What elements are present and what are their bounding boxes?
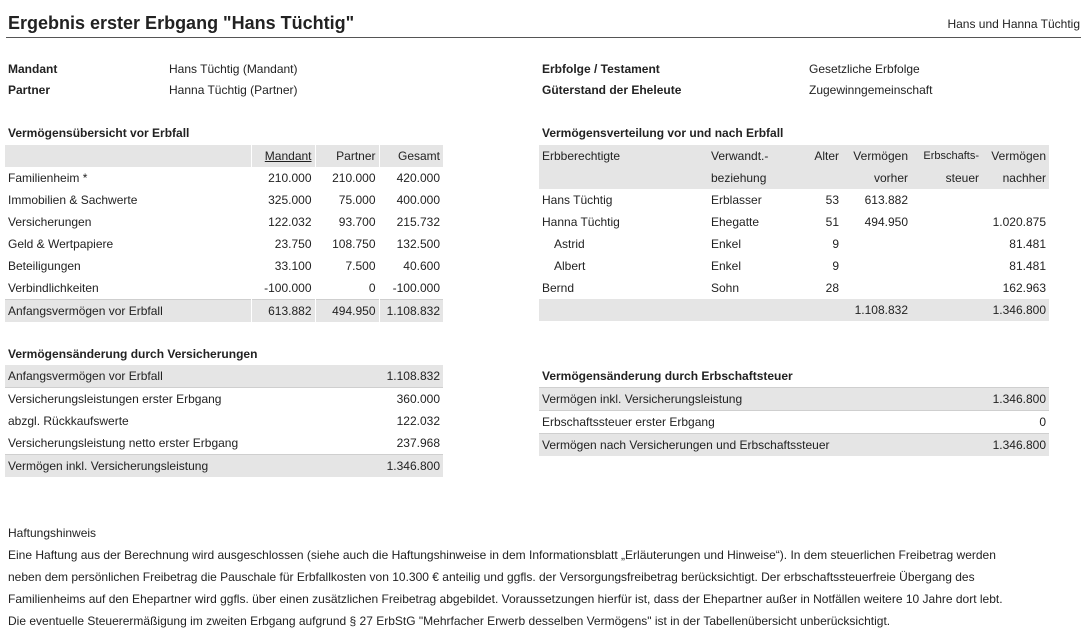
table-row [5, 277, 443, 300]
total-vorher: 1.108.832 [842, 299, 911, 321]
heir-relation: Enkel [711, 237, 742, 251]
table-row [539, 189, 1049, 211]
page-title: Ergebnis erster Erbgang "Hans Tüchtig" [8, 13, 355, 33]
row-partner: 108.750 [315, 233, 379, 255]
heir-relation: Erblasser [711, 193, 762, 207]
row-partner: 75.000 [315, 189, 379, 211]
mandant-value: Hans Tüchtig (Mandant) [169, 62, 298, 76]
table-row [5, 211, 443, 233]
heir-name: Albert [554, 259, 586, 273]
table-header-row [539, 145, 1049, 167]
partner-value: Hanna Tüchtig (Partner) [169, 83, 298, 97]
heir-assets-before: 494.950 [864, 215, 908, 229]
column-header-erbschaftsteuer: Erbschafts- [911, 145, 982, 167]
table-row [539, 211, 1049, 233]
row-label: Immobilien & Sachwerte [5, 189, 251, 211]
heir-assets-before: 613.882 [864, 193, 908, 207]
heir-age: 51 [825, 215, 839, 229]
table-row [5, 167, 443, 189]
row-mandant: 33.100 [251, 255, 315, 277]
row-label: Versicherungsleistungen erster Erbgang [8, 392, 222, 406]
heir-age: 28 [825, 281, 839, 295]
erbfolge-value: Gesetzliche Erbfolge [809, 62, 920, 76]
row-label: Vermögen nach Versicherungen und Erbschaftssteuer [539, 434, 939, 457]
column-header-verwandtschaft: Verwandt.- [708, 145, 792, 167]
row-label: Geld & Wertpapiere [5, 233, 251, 255]
row-label: Vermögen inkl. Versicherungsleistung [5, 455, 325, 478]
erbfolge-label: Erbfolge / Testament [542, 62, 660, 76]
row-mandant: -100.000 [251, 277, 315, 300]
heir-tax [911, 233, 982, 255]
row-value: 1.346.800 [939, 388, 1049, 411]
heir-assets-after [982, 189, 1049, 211]
liability-notice [8, 522, 1008, 632]
asset-distribution-table [539, 145, 1049, 321]
total-label: Anfangsvermögen vor Erbfall [5, 300, 251, 323]
row-gesamt: 420.000 [396, 171, 440, 185]
row-mandant: 23.750 [251, 233, 315, 255]
heir-assets-before [842, 277, 911, 299]
asset-overview-title: Vermögensübersicht vor Erbfall [8, 126, 190, 140]
row-label: Beteiligungen [5, 255, 251, 277]
table-row [539, 255, 1049, 277]
heir-relation: Ehegatte [711, 215, 760, 229]
row-gesamt: 132.500 [396, 237, 440, 251]
column-header-erbberechtigte: Erbberechtigte [539, 145, 708, 167]
table-row [539, 434, 1049, 457]
row-gesamt: -100.000 [392, 281, 440, 295]
inheritance-info [542, 62, 1042, 106]
insurance-change-table [5, 365, 443, 477]
total-partner: 494.950 [315, 300, 379, 323]
total-nachher: 1.346.800 [982, 299, 1049, 321]
heir-relation: Enkel [711, 259, 742, 273]
row-gesamt: 215.732 [396, 215, 440, 229]
asset-distribution-title: Vermögensverteilung vor und nach Erbfall [542, 126, 784, 140]
heir-assets-after: 81.481 [1009, 259, 1046, 273]
column-header-steuer-2: steuer [911, 167, 982, 189]
table-row [5, 410, 443, 432]
heir-assets-before [842, 255, 911, 277]
heir-assets-after: 1.020.875 [992, 215, 1046, 229]
liability-title: Haftungshinweis [8, 526, 97, 540]
liability-text: Eine Haftung aus der Berechnung wird ausgeschlossen (siehe auch die Haftungshinweise in dem Informationsblatt „Erläuterungen und Hinweise“). In dem steuerlichen Freibetrag werden neben dem persönlichen Freibetrag die Pauschale für Erbfallkosten von 10.300 € anteilig und ggfls. der Versorgungsfreibetrag berücksichtigt. Der erbschaftssteuerfreie Übergang des Familienheims auf den Ehepartner wird ggfls. über einen zusätzlichen Freibetrag abgebildet. Voraussetzungen hierfür ist, dass der Ehepartner außer in Notfällen weitere 10 Jahre dort lebt. Die eventuelle Steuerermäßigung im zweiten Erbgang aufgrund § 27 ErbStG "Mehrfacher Erwerb desselben Vermögens" ist in der Tabellenübersicht unberücksichtigt. [8, 548, 1003, 628]
row-partner: 0 [315, 277, 379, 300]
row-label: Familienheim * [5, 167, 251, 189]
total-gesamt: 1.108.832 [379, 300, 443, 323]
table-row [539, 411, 1049, 434]
total-mandant: 613.882 [251, 300, 315, 323]
heir-age: 9 [832, 259, 839, 273]
gueterstand-value: Zugewinngemeinschaft [809, 83, 933, 97]
heir-tax [911, 255, 982, 277]
gueterstand-label: Güterstand der Eheleute [542, 83, 682, 97]
table-total-row [5, 300, 443, 323]
row-partner: 210.000 [315, 167, 379, 189]
row-label: abzgl. Rückkaufswerte [8, 414, 129, 428]
heir-tax [911, 189, 982, 211]
row-value: 1.108.832 [325, 365, 443, 388]
row-label: Anfangsvermögen vor Erbfall [5, 365, 325, 388]
row-value: 122.032 [396, 414, 440, 428]
row-mandant: 210.000 [251, 167, 315, 189]
mandant-label: Mandant [8, 62, 58, 76]
row-mandant: 325.000 [251, 189, 315, 211]
page-header [6, 8, 1081, 38]
row-value: 1.346.800 [939, 434, 1049, 457]
column-header-verwandtschaft-2: beziehung [708, 167, 792, 189]
heir-assets-before [842, 233, 911, 255]
column-header-gesamt: Gesamt [379, 145, 443, 167]
table-total-row [539, 299, 1049, 321]
row-label: Versicherungsleistung netto erster Erbgang [8, 436, 239, 450]
column-header-nachher-2: nachher [982, 167, 1049, 189]
table-row [5, 388, 443, 411]
table-row [539, 277, 1049, 299]
table-row [5, 455, 443, 478]
table-row [539, 233, 1049, 255]
heir-name: Hanna Tüchtig [542, 215, 620, 229]
row-gesamt: 40.600 [403, 259, 440, 273]
row-value: 360.000 [396, 392, 440, 406]
table-row [5, 189, 443, 211]
row-value: 0 [1039, 415, 1046, 429]
heir-name: Astrid [554, 237, 585, 251]
table-header-row-2 [539, 167, 1049, 189]
partner-label: Partner [8, 83, 51, 97]
row-value: 1.346.800 [325, 455, 443, 478]
column-header-vorher-2: vorher [842, 167, 911, 189]
row-label: Verbindlichkeiten [5, 277, 251, 300]
heir-assets-after: 162.963 [1002, 281, 1046, 295]
table-row [5, 255, 443, 277]
tax-change-title: Vermögensänderung durch Erbschaftsteuer [542, 369, 793, 383]
heir-relation: Sohn [711, 281, 740, 295]
column-header-alter: Alter [792, 145, 842, 167]
row-partner: 7.500 [315, 255, 379, 277]
heir-age: 53 [825, 193, 839, 207]
table-row [5, 432, 443, 455]
table-row [539, 388, 1049, 411]
table-row [5, 233, 443, 255]
insurance-change-title: Vermögensänderung durch Versicherungen [8, 347, 258, 361]
column-header-mandant[interactable]: Mandant [251, 145, 315, 167]
row-gesamt: 400.000 [396, 193, 440, 207]
heir-age: 9 [832, 237, 839, 251]
row-label: Versicherungen [5, 211, 251, 233]
column-header-partner: Partner [315, 145, 379, 167]
row-mandant: 122.032 [251, 211, 315, 233]
client-names: Hans und Hanna Tüchtig [947, 17, 1080, 31]
row-label: Erbschaftssteuer erster Erbgang [542, 415, 715, 429]
tax-change-table [539, 387, 1049, 456]
row-partner: 93.700 [315, 211, 379, 233]
client-info [8, 62, 508, 106]
heir-tax [911, 211, 982, 233]
table-header-row [5, 145, 443, 167]
heir-name: Hans Tüchtig [542, 193, 613, 207]
column-header-vermoegen-vorher: Vermögen [842, 145, 911, 167]
row-label: Vermögen inkl. Versicherungsleistung [539, 388, 939, 411]
heir-assets-after: 81.481 [1009, 237, 1046, 251]
column-header-vermoegen-nachher: Vermögen [982, 145, 1049, 167]
row-value: 237.968 [396, 436, 440, 450]
table-row [5, 365, 443, 388]
heir-tax [911, 277, 982, 299]
heir-name: Bernd [542, 281, 575, 295]
asset-overview-table [5, 145, 443, 322]
